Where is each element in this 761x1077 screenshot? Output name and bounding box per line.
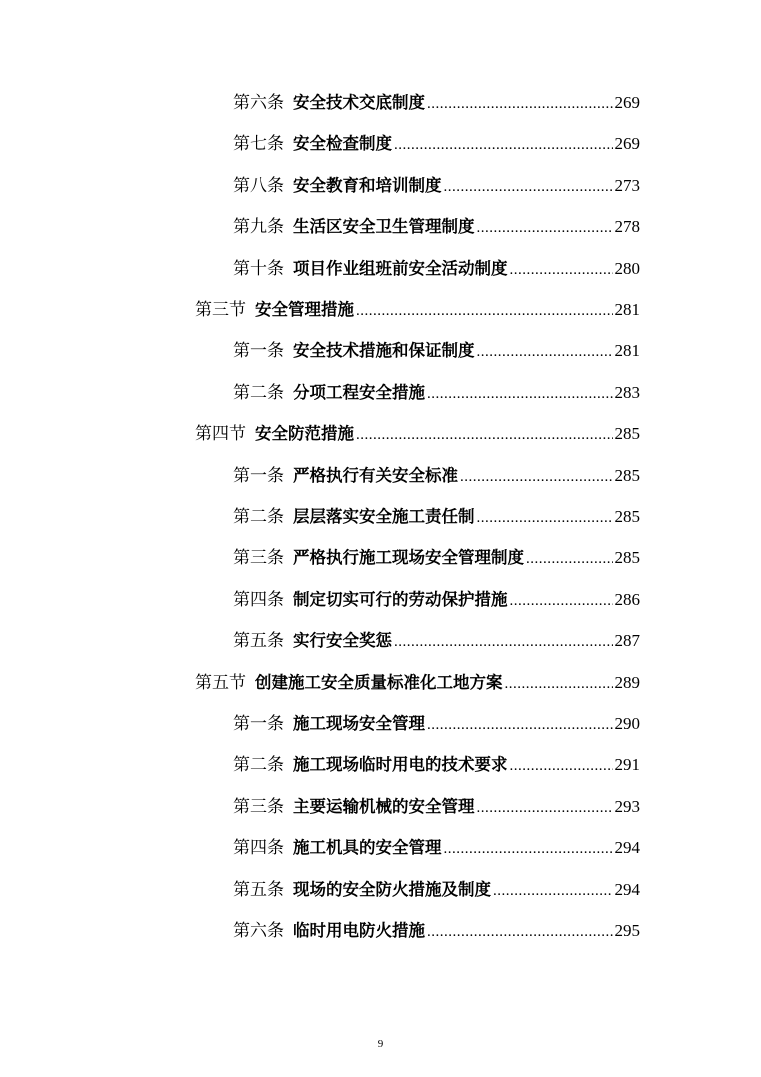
toc-entry-number: 第八条 bbox=[233, 175, 284, 196]
toc-entry-page: 269 bbox=[614, 93, 640, 112]
toc-entry-page: 273 bbox=[614, 175, 640, 195]
toc-entry-number: 第三节 bbox=[195, 300, 246, 320]
toc-article-row[interactable] bbox=[233, 792, 640, 822]
toc-entry-title: 施工现场临时用电的技术要求 bbox=[293, 755, 508, 775]
toc-entry-title: 安全技术措施和保证制度 bbox=[293, 341, 475, 361]
toc-article-row[interactable] bbox=[233, 502, 640, 532]
toc-article-row[interactable] bbox=[233, 750, 640, 780]
toc-article-row[interactable] bbox=[233, 543, 640, 573]
toc-entry-page: 287 bbox=[614, 631, 640, 651]
toc-entry-number: 第五条 bbox=[233, 879, 284, 900]
toc-entry-title: 安全检查制度 bbox=[293, 134, 392, 154]
toc-leader-dots bbox=[510, 586, 613, 616]
toc-section-row[interactable] bbox=[195, 419, 640, 449]
toc-entry-page: 295 bbox=[614, 921, 640, 940]
toc-entry-number: 第六条 bbox=[233, 921, 284, 941]
toc-entry-page: 290 bbox=[614, 714, 640, 733]
toc-entry-number: 第五节 bbox=[195, 672, 246, 693]
toc-entry-title: 施工现场安全管理 bbox=[293, 714, 425, 733]
toc-leader-dots bbox=[526, 544, 613, 574]
toc-leader-dots bbox=[444, 834, 613, 864]
toc-leader-dots bbox=[505, 669, 613, 699]
toc-entry-page: 289 bbox=[614, 672, 640, 692]
toc-leader-dots bbox=[444, 172, 613, 202]
toc-entry-title: 严格执行有关安全标准 bbox=[293, 465, 458, 485]
toc-entry-page: 285 bbox=[614, 548, 640, 568]
toc-entry-title: 制定切实可行的劳动保护措施 bbox=[293, 589, 508, 609]
toc-entry-number: 第五条 bbox=[233, 631, 284, 652]
toc-entry-title: 施工机具的安全管理 bbox=[293, 838, 442, 858]
toc-article-row[interactable] bbox=[233, 378, 640, 408]
toc-article-row[interactable] bbox=[233, 254, 640, 284]
toc-entry-title: 生活区安全卫生管理制度 bbox=[293, 217, 475, 237]
toc-section-row[interactable] bbox=[195, 295, 640, 325]
toc-leader-dots bbox=[394, 130, 613, 160]
toc-entry-number: 第四条 bbox=[233, 838, 284, 859]
toc-leader-dots bbox=[427, 379, 613, 409]
toc-entry-number: 第三条 bbox=[233, 548, 284, 569]
toc-leader-dots bbox=[477, 503, 613, 533]
toc-entry-number: 第六条 bbox=[233, 93, 284, 113]
toc-entry-page: 294 bbox=[614, 838, 640, 858]
toc-entry-title: 项目作业组班前安全活动制度 bbox=[293, 258, 508, 278]
toc-entry-title: 创建施工安全质量标准化工地方案 bbox=[255, 672, 503, 692]
toc-leader-dots bbox=[427, 917, 613, 947]
toc-article-row[interactable] bbox=[233, 626, 640, 656]
toc-leader-dots bbox=[427, 89, 613, 119]
toc-entry-number: 第一条 bbox=[233, 465, 284, 486]
toc-leader-dots bbox=[477, 337, 613, 367]
toc-entry-page: 285 bbox=[614, 424, 640, 444]
toc-entry-title: 层层落实安全施工责任制 bbox=[293, 507, 475, 526]
page-number: 9 bbox=[377, 1038, 384, 1050]
toc-section-row[interactable] bbox=[195, 668, 640, 698]
toc-leader-dots bbox=[493, 876, 613, 906]
toc-leader-dots bbox=[356, 420, 613, 450]
toc-article-row[interactable] bbox=[233, 88, 640, 118]
toc-entry-number: 第四节 bbox=[195, 424, 246, 445]
toc-article-row[interactable] bbox=[233, 129, 640, 159]
toc-entry-number: 第二条 bbox=[233, 507, 284, 527]
toc-entry-title: 安全防范措施 bbox=[255, 424, 354, 444]
toc-entry-title: 安全技术交底制度 bbox=[293, 93, 425, 112]
toc-article-row[interactable] bbox=[233, 171, 640, 201]
toc-entry-page: 293 bbox=[614, 796, 640, 816]
toc-entry-number: 第九条 bbox=[233, 217, 284, 238]
toc-entry-number: 第一条 bbox=[233, 714, 284, 734]
toc-leader-dots bbox=[427, 710, 613, 740]
toc-entry-page: 283 bbox=[614, 382, 640, 402]
toc-entry-number: 第三条 bbox=[233, 796, 284, 817]
toc-entry-title: 现场的安全防火措施及制度 bbox=[293, 879, 491, 899]
toc-article-row[interactable] bbox=[233, 461, 640, 491]
toc-entry-number: 第二条 bbox=[233, 755, 284, 776]
toc-entry-page: 281 bbox=[614, 341, 640, 361]
toc-entry-title: 实行安全奖惩 bbox=[293, 631, 392, 651]
toc-article-row[interactable] bbox=[233, 709, 640, 739]
toc-entry-title: 临时用电防火措施 bbox=[293, 921, 425, 940]
toc-entry-page: 294 bbox=[614, 879, 640, 899]
toc-entry-title: 分项工程安全措施 bbox=[293, 382, 425, 402]
toc-entry-number: 第七条 bbox=[233, 134, 284, 155]
toc-entry-page: 280 bbox=[614, 258, 640, 278]
toc-leader-dots bbox=[460, 462, 613, 492]
toc-entry-page: 269 bbox=[614, 134, 640, 154]
toc-leader-dots bbox=[510, 255, 613, 285]
toc-leader-dots bbox=[510, 751, 613, 781]
toc-entry-page: 278 bbox=[614, 217, 640, 237]
toc-entry-number: 第二条 bbox=[233, 382, 284, 403]
toc-entry-title: 安全教育和培训制度 bbox=[293, 175, 442, 195]
toc-leader-dots bbox=[356, 296, 613, 326]
toc-leader-dots bbox=[477, 213, 613, 243]
toc-entry-number: 第四条 bbox=[233, 589, 284, 610]
toc-entry-number: 第一条 bbox=[233, 341, 284, 362]
toc-entry-title: 严格执行施工现场安全管理制度 bbox=[293, 548, 524, 568]
toc-entry-title: 主要运输机械的安全管理 bbox=[293, 796, 475, 816]
toc-entry-page: 285 bbox=[614, 507, 640, 526]
toc-entry-page: 291 bbox=[614, 755, 640, 775]
toc-entry-title: 安全管理措施 bbox=[255, 300, 354, 319]
toc-article-row[interactable] bbox=[233, 916, 640, 946]
toc-article-row[interactable] bbox=[233, 833, 640, 863]
toc-entry-page: 285 bbox=[614, 465, 640, 485]
toc-article-row[interactable] bbox=[233, 336, 640, 366]
toc-article-row[interactable] bbox=[233, 585, 640, 615]
toc-article-row[interactable] bbox=[233, 212, 640, 242]
toc-article-row[interactable] bbox=[233, 875, 640, 905]
toc-leader-dots bbox=[477, 793, 613, 823]
toc-entry-page: 286 bbox=[614, 589, 640, 609]
toc-entry-page: 281 bbox=[614, 300, 640, 319]
toc-leader-dots bbox=[394, 627, 613, 657]
toc-entry-number: 第十条 bbox=[233, 258, 284, 279]
